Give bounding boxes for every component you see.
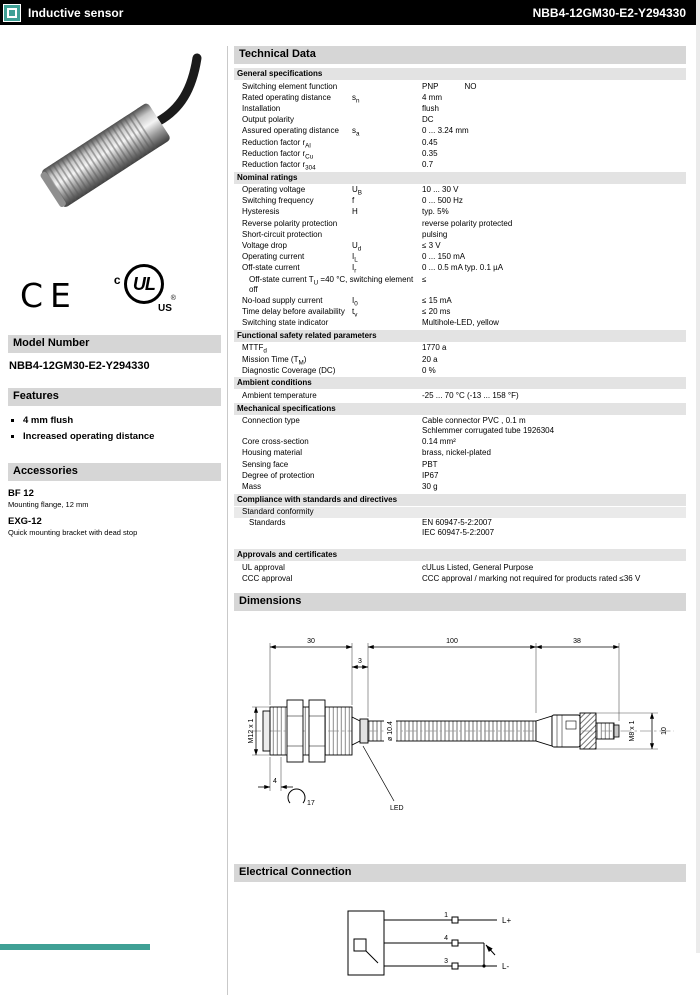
spec-row [234, 365, 686, 376]
spec-value: 0 % [422, 365, 436, 375]
inductive-sensor-symbol [354, 939, 366, 951]
terminal-pin-4 [452, 940, 458, 946]
accessory-desc: Mounting flange, 12 mm [8, 500, 89, 509]
spec-row [234, 263, 686, 274]
feature-item: ▪ Increased operating distance [23, 429, 221, 445]
technical-data-table [234, 68, 686, 584]
ce-mark: CE [20, 276, 78, 315]
spec-label: Mission Time $(T_M)$ [242, 354, 307, 367]
spec-label: $MTTF_d$ [242, 343, 267, 355]
spec-row [234, 115, 686, 126]
spec-value: flush [422, 103, 439, 113]
accessory-desc: Quick mounting bracket with dead stop [8, 528, 138, 537]
spec-row [234, 437, 686, 448]
spec-value: DC [422, 115, 434, 125]
spec-row [234, 218, 686, 229]
spec-row [234, 252, 686, 263]
spec-value: cULus Listed, General Purpose [422, 562, 534, 572]
spec-label: Assured operating distance [242, 126, 339, 136]
spec-value: -25 ... 70 °C (-13 ... 158 °F) [422, 390, 519, 400]
spec-label: Reduction factor $r_{304}$ [242, 159, 316, 172]
technical-data-header: Technical Data [234, 46, 686, 64]
spec-value: 0.7 [422, 159, 434, 169]
spec-value: 20 a [422, 354, 438, 364]
model-number-header: Model Number [8, 335, 221, 353]
spec-symbol: $t_v$ [352, 306, 358, 319]
left-column [0, 46, 227, 995]
header-model-number: NBB4-12GM30-E2-Y294330 [532, 5, 686, 20]
spec-label: Ambient temperature [242, 390, 317, 400]
spec-symbol: $I_0$ [352, 295, 358, 308]
spec-label: Time delay before availability [242, 306, 345, 316]
spec-section-header: Compliance with standards and directives [234, 494, 686, 506]
spec-row [234, 507, 686, 518]
spec-row [234, 229, 686, 240]
sensor-cable [159, 58, 197, 121]
spec-label: Operating current [242, 252, 305, 262]
load-arrow-icon [486, 945, 495, 955]
spec-value: ≤ 3 V [422, 241, 441, 251]
spec-value: 30 g [422, 482, 438, 492]
spec-row [234, 207, 686, 218]
spec-value: 0.45 [422, 137, 438, 147]
spec-row [234, 318, 686, 329]
spec-row [234, 562, 686, 573]
sensor-threads [43, 111, 158, 207]
features-list [8, 413, 221, 445]
spec-value: Multihole-LED, yellow [422, 318, 499, 328]
spec-row [234, 148, 686, 159]
spec-value: PBT [422, 459, 438, 469]
product-photo [8, 52, 221, 253]
spec-value: ≤ [422, 274, 427, 284]
spec-row [234, 416, 686, 437]
spec-symbol: $I_L$ [352, 252, 358, 264]
spec-row [234, 459, 686, 470]
spec-label: Degree of protection [242, 470, 315, 480]
spec-label: Off-state current $T_U =40$ °C, switching element off [249, 274, 414, 294]
spec-value: typ. 5% [422, 207, 449, 217]
spec-value: ≤ 15 mA [422, 295, 452, 305]
spec-label: Off-state current [242, 263, 300, 273]
sensor-photo-illustration [8, 52, 220, 248]
spec-value: ≤ 20 ms [422, 306, 451, 316]
dim-label-gap: 3 [358, 658, 362, 666]
wiring-diagram [334, 898, 686, 995]
dim-label-connector-diameter: 10 [661, 727, 668, 736]
spec-value: 4 mm [422, 92, 442, 102]
electrical-connection-header: Electrical Connection [234, 864, 686, 882]
spec-value: 10 ... 30 V [422, 185, 459, 195]
spec-row [234, 274, 686, 295]
spec-value [422, 507, 686, 517]
spec-label: Rated operating distance [242, 92, 331, 102]
spec-section-header: Nominal ratings [234, 172, 686, 184]
content [0, 25, 696, 995]
spec-label: Diagnostic Coverage (DC) [242, 365, 336, 375]
spec-value: IP67 [422, 470, 439, 480]
spec-value: 0.14 mm² [422, 437, 456, 447]
pin-4-label: 4 [444, 935, 448, 943]
footer-accent-bar [0, 944, 150, 950]
spec-symbol: $s_n$ [352, 92, 360, 105]
spec-label: Standard conformity [242, 507, 314, 517]
spec-row [234, 573, 686, 584]
dim-label-barrel-length: 30 [307, 638, 315, 646]
spec-label: Hysteresis [242, 207, 280, 217]
spec-label: Switching element function [242, 81, 338, 91]
spec-section-header: Approvals and certificates [234, 549, 686, 561]
wrench-size-icon [288, 789, 305, 803]
spec-row [234, 306, 686, 317]
spec-value: CCC approval / marking not required for products rated ≤36 V [422, 573, 641, 583]
spec-symbol: $U_d$ [352, 241, 362, 253]
dim-label-tube-diameter: ø 10.4 [387, 721, 394, 742]
dim-label-face-length: 4 [273, 778, 277, 786]
spec-value: brass, nickel-plated [422, 448, 491, 458]
led-gland [360, 719, 368, 743]
spec-value: 0 ... 500 Hz [422, 196, 463, 206]
spec-label: Installation [242, 103, 281, 113]
spec-label: Reduction factor $r_{Cu}$ [242, 148, 314, 161]
spec-row [234, 81, 686, 92]
terminal-pin-3 [452, 963, 458, 969]
spec-value: PNP NO [422, 81, 477, 91]
accessories-list [8, 488, 221, 537]
spec-value: 0.35 [422, 148, 438, 158]
dimension-drawing [244, 623, 686, 858]
spec-value-secondary: NO [464, 81, 477, 91]
spec-label: Housing material [242, 448, 303, 458]
spec-label: Reverse polarity protection [242, 218, 338, 228]
spec-symbol: H [352, 207, 358, 217]
ul-circle [124, 264, 164, 304]
dimension-drawing-svg [244, 623, 679, 853]
spec-label: Voltage drop [242, 241, 287, 251]
supply-plus-label: L+ [502, 916, 512, 926]
spec-row [234, 137, 686, 148]
spec-value: 0 ... 3.24 mm [422, 126, 469, 136]
spec-label: Switching frequency [242, 196, 314, 206]
spec-value: Cable connector PVC , 0.1 m Schlemmer corrugated tube 1926304 [422, 416, 555, 436]
spec-label: Switching state indicator [242, 318, 329, 328]
hex-nut-1 [287, 700, 303, 762]
spec-row [234, 390, 686, 401]
knurled-nut [580, 713, 596, 749]
spec-label: Operating voltage [242, 185, 306, 195]
spec-value: pulsing [422, 229, 448, 239]
spec-row [234, 185, 686, 196]
spec-section-header: General specifications [234, 68, 686, 80]
spec-label: Standards [249, 518, 286, 528]
sensing-face-outline [263, 711, 270, 751]
right-column [227, 46, 696, 995]
spec-value: EN 60947-5-2:2007 IEC 60947-5-2:2007 [422, 518, 495, 538]
certification-logos [20, 261, 221, 315]
ul-c-label: c [113, 273, 121, 287]
m8-thread [596, 723, 614, 739]
spec-row [234, 159, 686, 170]
spec-row [234, 354, 686, 365]
spec-symbol: f [352, 196, 355, 206]
wiring-diagram-svg [334, 898, 549, 990]
spec-value: 1770 a [422, 343, 447, 353]
spec-row [234, 240, 686, 251]
pin-3-label: 3 [444, 958, 448, 966]
features-header: Features [8, 388, 221, 406]
dim-label-connector-length: 38 [573, 638, 581, 646]
feature-item: ▪ 4 mm flush [23, 413, 221, 429]
dim-label-rear-thread: M8 x 1 [629, 720, 636, 742]
spec-row [234, 103, 686, 114]
spec-row [234, 518, 686, 539]
spec-row [234, 470, 686, 481]
product-family-title: Inductive sensor [28, 5, 124, 20]
hex-nut-2 [309, 700, 325, 762]
spec-label: No-load supply current [242, 295, 323, 305]
spec-value: 0 ... 0.5 mA typ. 0.1 µA [422, 263, 504, 273]
spec-value: 0 ... 150 mA [422, 252, 466, 262]
ul-registered-symbol: ® [170, 295, 176, 302]
terminal-pin-1 [452, 917, 458, 923]
spec-label: Short-circuit protection [242, 229, 323, 239]
spec-symbol: $s_a$ [352, 126, 360, 138]
spec-label: Output polarity [242, 115, 295, 125]
spec-section-header: Functional safety related parameters [234, 330, 686, 342]
accessory-name: EXG-12 [8, 516, 42, 527]
spec-symbol: $I_r$ [352, 263, 357, 275]
spec-label: Connection type [242, 416, 300, 426]
dim-label-tube-length: 100 [446, 638, 458, 646]
ul-us-label: US [158, 303, 172, 314]
ul-letters: UL [132, 273, 155, 294]
spec-row [234, 92, 686, 103]
spec-row [234, 481, 686, 492]
spec-label: CCC approval [242, 573, 293, 583]
spec-label: UL approval [242, 562, 285, 572]
accessories-header: Accessories [8, 463, 221, 481]
dimensions-header: Dimensions [234, 593, 686, 611]
spec-label: Core cross-section [242, 437, 309, 447]
spec-label: Mass [242, 482, 262, 492]
led-label: LED [390, 805, 404, 813]
pin-1-label: 1 [444, 912, 448, 920]
accessory-name: BF 12 [8, 488, 34, 499]
spec-label: Sensing face [242, 459, 289, 469]
spec-row [234, 448, 686, 459]
connector-body-outline [552, 715, 580, 747]
model-number-value: NBB4-12GM30-E2-Y294330 [9, 360, 150, 372]
dim-label-wrench-size: 17 [307, 800, 315, 808]
dim-label-front-thread: M12 x 1 [248, 718, 255, 744]
spec-symbol: $U_B$ [352, 185, 362, 197]
spec-section-header: Ambient conditions [234, 377, 686, 389]
spec-row [234, 295, 686, 306]
spec-row [234, 126, 686, 137]
supply-minus-label: L- [502, 962, 510, 972]
spec-row [234, 343, 686, 354]
brand-cube-icon [3, 4, 21, 22]
spec-value: reverse polarity protected [422, 218, 513, 228]
spec-label: Reduction factor $r_{Al}$ [242, 137, 311, 150]
spec-section-header: Mechanical specifications [234, 403, 686, 415]
spec-row [234, 196, 686, 207]
cULus-mark [114, 261, 176, 315]
header-bar [0, 0, 696, 25]
